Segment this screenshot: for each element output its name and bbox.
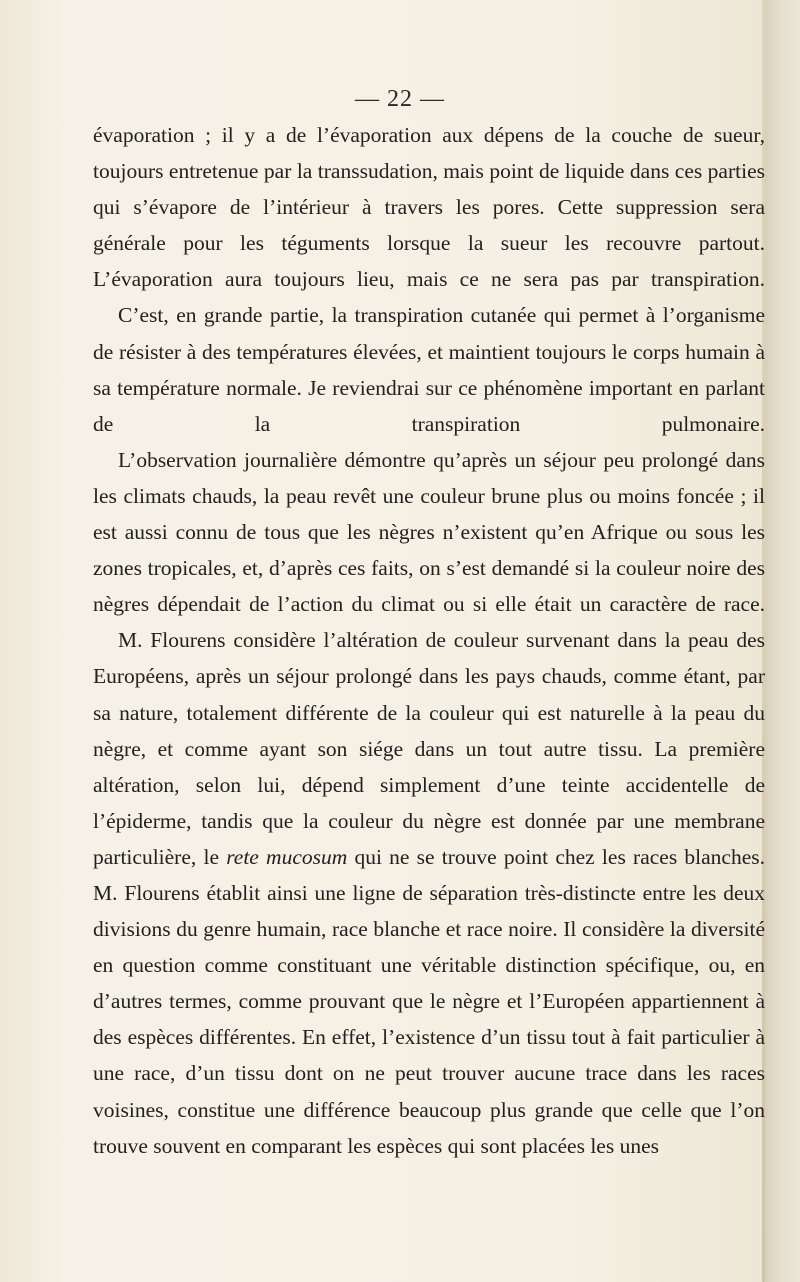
paragraph-flourens-part-1: M. Flourens considère l’altération de couleur survenant dans la peau des Européens, après un séjour prolongé dans les pays chauds, comme étant, par sa nature, totalement différente de la couleur qui est naturelle à la peau du nègre, et comme ayant son siége dans un tout autre tissu. La première altération, selon lui, dépend simplement d’une teinte accidentelle de l’épiderme, tandis que la couleur du nègre est donnée par une membrane particulière, le bbox=[93, 628, 765, 869]
paragraph-observation: L’observation journalière démontre qu’après un séjour peu prolongé dans les climats chauds, la peau revêt une couleur brune plus ou moins foncée ; il est aussi connu de tous que les nègres n’existent qu’en Afrique ou sous les zones tropicales, et, d’après ces faits, on s’est demandé si la couleur noire des nègres dépendait de l’action du climat ou si elle était un caractère de race. bbox=[93, 447, 765, 617]
paragraph-transpiration: C’est, en grande partie, la transpiration cutanée qui permet à l’organisme de résister à des températures élevées, et maintient toujours le corps humain à sa température normale. Je reviendrai sur ce phénomène important en parlant de la transpiration pulmonaire. bbox=[93, 303, 765, 436]
rete-mucosum-term: rete mucosum bbox=[226, 844, 348, 869]
page-number: — 22 — bbox=[355, 86, 445, 112]
binding-edge bbox=[765, 0, 800, 1282]
body-text bbox=[93, 117, 765, 1164]
paragraph-evaporation: évaporation ; il y a de l’évaporation aux dépens de la couche de sueur, toujours entretenue par la transsudation, mais point de liquide dans ces parties qui s’évapore de l’intérieur à travers les pores. Cette suppression sera générale pour les téguments lorsque la sueur les recouvre partout. L’évaporation aura toujours lieu, mais ce ne sera pas par transpiration. bbox=[93, 123, 765, 292]
paragraph-flourens-part-2: qui ne se trouve point chez les races blanches. M. Flourens établit ainsi une ligne de séparation très-distincte entre les deux divisions du genre humain, race blanche et race noire. Il considère la diversité en question comme constituant une véritable distinction spécifique, ou, en d’autres termes, comme prouvant que le nègre et l’Européen appartiennent à des espèces différentes. En effet, l’existence d’un tissu tout à fait particulier à une race, d’un tissu dont on ne peut trouver aucune trace dans les races voisines, constitue une différence beaucoup plus grande que celle que l’on trouve souvent en comparant les espèces qui sont placées les unes bbox=[93, 844, 765, 1158]
paragraph-flourens bbox=[93, 622, 765, 1163]
